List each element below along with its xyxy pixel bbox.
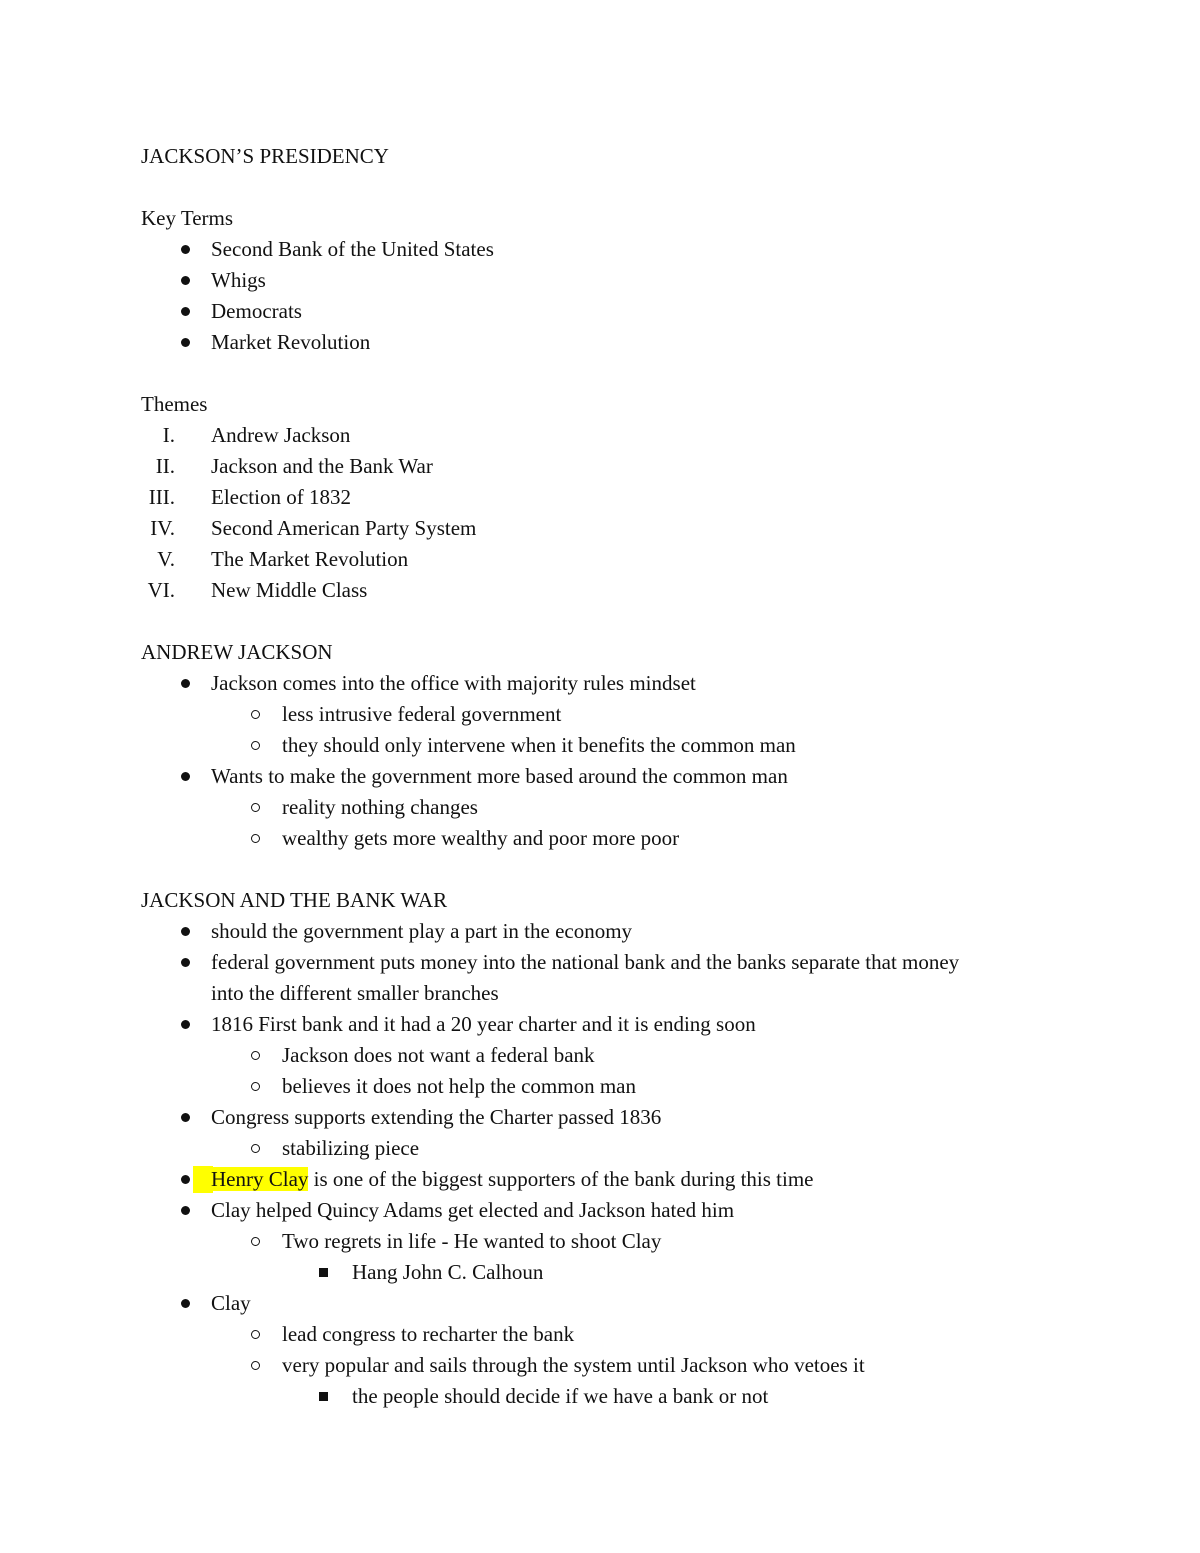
bullet-icon — [181, 276, 190, 285]
circle-bullet-icon — [251, 1144, 260, 1153]
bank-war-heading: JACKSON AND THE BANK WAR — [141, 888, 448, 912]
highlight-mark — [193, 1166, 213, 1193]
roman-numeral: V. — [157, 547, 175, 571]
square-bullet-icon — [319, 1268, 328, 1277]
roman-numeral: III. — [148, 485, 175, 509]
circle-bullet-icon — [251, 803, 260, 812]
circle-bullet-icon — [251, 741, 260, 750]
circle-bullet-icon — [251, 834, 260, 843]
bullet-icon — [181, 1299, 190, 1308]
bullet-icon — [181, 245, 190, 254]
bullet-icon — [181, 1113, 190, 1122]
document-page: JACKSON’S PRESIDENCY Key Terms Second Bank of the United States Whigs Democrats Market Revolution Themes I. Andrew Jackson II. Jackson and the Bank War III. Election of 1832 IV. Second American Party System V. The Market Revolution VI. New Middle Class ANDREW JACKSON Jackson comes into the office with majority rules mindset less intrusive federal government they should only intervene when it benefits the common man Wants to make the government more based around the common man reality nothing changes wealthy gets more wealthy and poor more poor JACKSON AND THE BANK WAR should the government play a part in the economy federal government puts money into the national bank and the banks separate that money into the different smaller branches 1816 First bank and it had a 20 year charter and it is ending soon Jackson does not want a federal bank believes it does not help the common man Congress supports extending the Charter passed 1836 stabilizing piece Henry Clay is one of the biggest supporters of the bank during this time Clay helped Quincy Adams get elected and Jackson hated him Two regrets in life - He wanted to shoot Clay Hang John C. Calhoun Clay lead congress to recharter the bank very popular and sails through the system until Jackson who vetoes it the people should decide if we have a bank or not — [0, 0, 1200, 1553]
key-terms-heading: Key Terms — [141, 206, 234, 230]
roman-numeral: IV. — [150, 516, 175, 540]
circle-bullet-icon — [251, 710, 260, 719]
circle-bullet-icon — [251, 1082, 260, 1091]
bullet-icon — [181, 679, 190, 688]
roman-numeral: VI. — [147, 578, 175, 602]
circle-bullet-icon — [251, 1330, 260, 1339]
circle-bullet-icon — [251, 1237, 260, 1246]
bullet-icon — [181, 1175, 190, 1184]
bullet-icon — [181, 1206, 190, 1215]
circle-bullet-icon — [251, 1361, 260, 1370]
bullet-icon — [181, 307, 190, 316]
bullet-icon — [181, 338, 190, 347]
document-title: JACKSON’S PRESIDENCY — [141, 144, 389, 168]
roman-numeral: II. — [155, 454, 175, 478]
circle-bullet-icon — [251, 1051, 260, 1060]
roman-numeral: I. — [162, 423, 175, 447]
themes-heading: Themes — [141, 392, 208, 416]
square-bullet-icon — [319, 1392, 328, 1401]
highlighted-text: Henry Clay — [211, 1167, 309, 1191]
bullet-icon — [181, 1020, 190, 1029]
bullet-icon — [181, 927, 190, 936]
andrew-jackson-heading: ANDREW JACKSON — [141, 640, 333, 664]
bullet-icon — [181, 772, 190, 781]
bullet-icon — [181, 958, 190, 967]
